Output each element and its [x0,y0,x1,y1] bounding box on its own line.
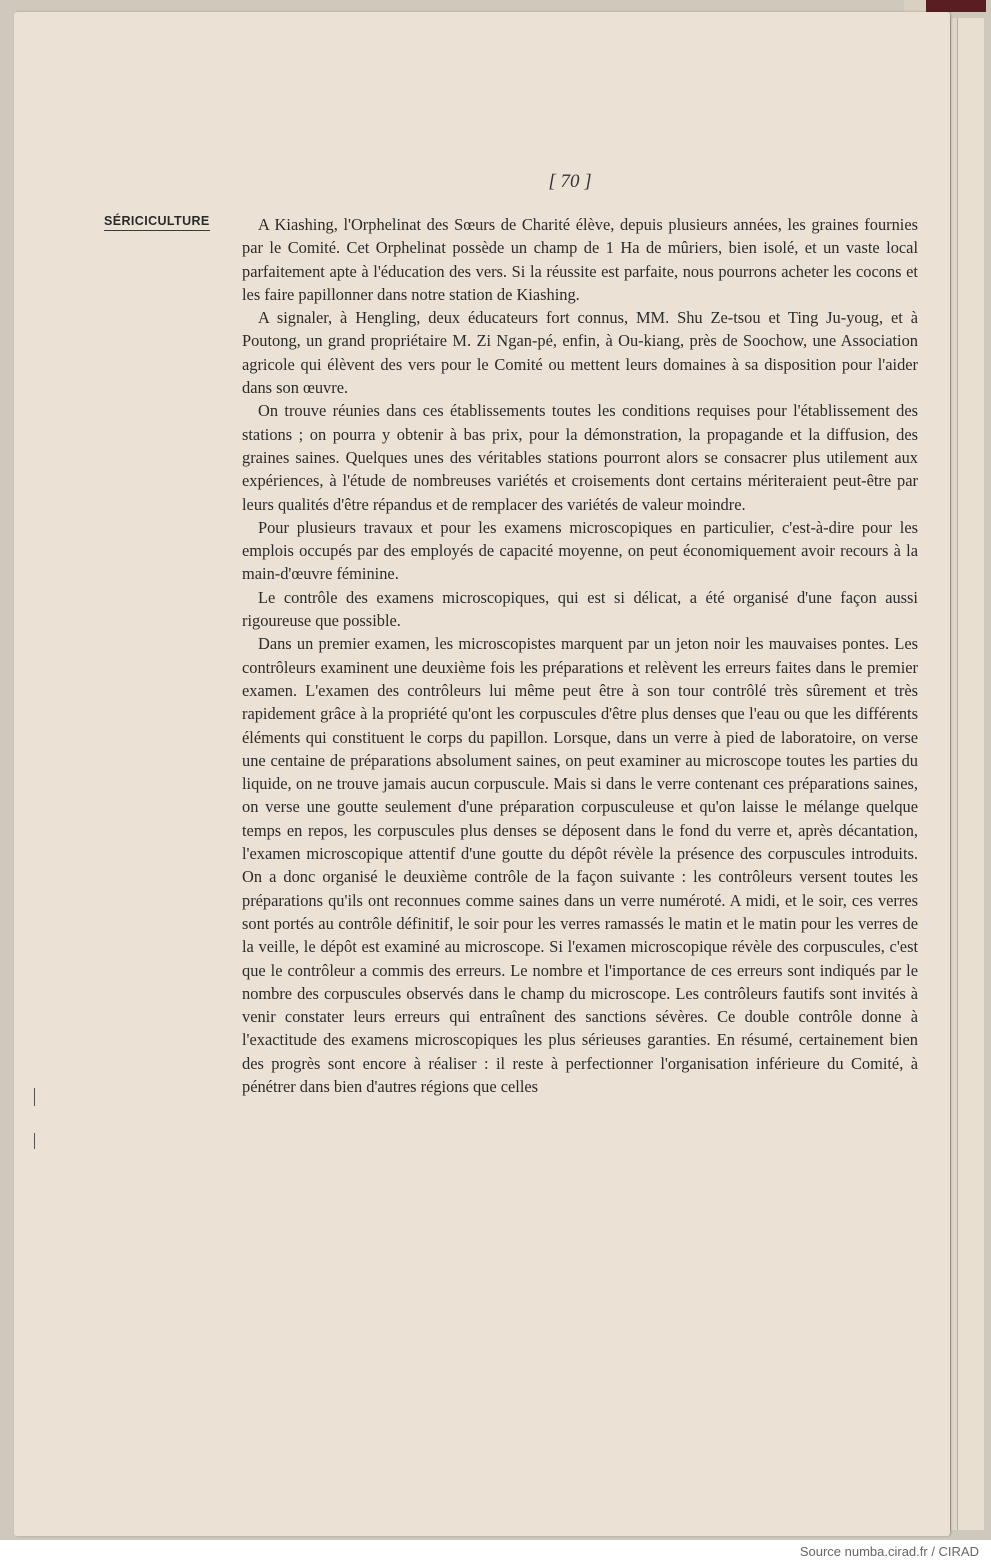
paragraph: Dans un premier examen, les microscopistes marquent par un jeton noir les mauvaises pontes. Les contrôleurs examinent une deuxième fois les préparations et relèvent les erreurs faites dans le premier examen. L'examen des contrôleurs lui même peut être à son tour contrôlé très sûrement et très rapidement grâce à la propriété qu'ont les corpuscules d'être plus denses que l'eau ou que les différents éléments qui constituent le corps du papillon. Lorsque, dans un verre à pied de laboratoire, on verse une centaine de préparations absolument saines, on peut examiner au microscope toutes les parties du liquide, on ne trouve jamais aucun corpuscule. Mais si dans le verre contenant ces préparations saines, on verse une goutte seulement d'une préparation corpusculeuse et qu'on laisse le mélange quelque temps en repos, les corpuscules plus denses se déposent dans le fond du verre et, après décantation, l'examen microscopique attentif d'une goutte du dépôt révèle la présence des corpuscules introduits. On a donc organisé le deuxième contrôle de la façon suivante : les contrôleurs versent toutes les préparations qu'ils ont reconnues comme saines dans un verre numéroté. A midi, et le soir, ces verres sont portés au contrôle définitif, le soir pour les verres ramassés le matin et le matin pour les verres de la veille, le dépôt est examiné au microscope. Si l'examen microscopique révèle des corpuscules, c'est que le contrôleur a commis des erreurs. Le nombre et l'importance de ces erreurs sont indiqués par le nombre des corpuscules observés dans le champ du microscope. Les contrôleurs fautifs sont invités à venir constater leurs erreurs qui entraînent des sanctions sévères. Ce double contrôle donne à l'exactitude des examens microscopiques les plus sérieuses garanties. En résumé, certainement bien des progrès sont encore à réaliser : il reste à perfectionner l'organisation inférieure du Comité, à pénétrer dans bien d'autres régions que celles [242,634,918,1096]
source-credit: Source numba.cirad.fr / CIRAD [799,1544,979,1559]
bookmark-ribbon [926,0,986,12]
page-edge [950,18,957,1530]
margin-heading: SÉRICICULTURE [104,214,210,231]
paragraph: Le contrôle des examens microscopiques, qui est si délicat, a été organisé d'une façon aussi rigoureuse que possible. [242,587,918,631]
paragraph: Pour plusieurs travaux et pour les examens microscopiques en particulier, c'est-à-dire pour les emplois occupés par des employés de capacité moyenne, on peut économiquement avoir recours à la main-d'œuvre féminine. [242,517,918,584]
page-edge-outer [957,18,984,1530]
paragraph: On trouve réunies dans ces établissements toutes les conditions requises pour l'établissement des stations ; on pourra y obtenir à bas prix, pour la démonstration, la propagande et la diffusion, des graines saines. Quelques unes des véritables stations pourront alors se consacrer plus utilement aux expériences, à l'étude de nombreuses variétés et croisements dont certains mériteraient peut-être par leurs qualités d'être répandus et de remplacer des variétés de valeur moindre. [242,401,918,514]
paragraph: A Kiashing, l'Orphelinat des Sœurs de Charité élève, depuis plusieurs années, les graines fournies par le Comité. Cet Orphelinat possède un champ de 1 Ha de mûriers, bien isolé, et un vaste local parfaitement apte à l'éducation des vers. Si la réussite est parfaite, nous pourrons acheter les cocons et les faire papillonner dans notre station de Kiashing. [242,215,918,304]
margin-mark [34,1133,35,1149]
paragraph: A signaler, à Hengling, deux éducateurs fort connus, MM. Shu Ze-tsou et Ting Ju-youg, et à Poutong, un grand propriétaire M. Zi Ngan-pé, enfin, à Ou-kiang, près de Soochow, une Association agricole qui élèvent des vers pour le Comité ou mettent leurs domaines à sa disposition pour l'aider dans son œuvre. [242,308,918,398]
page-number: [ 70 ] [548,171,592,192]
text-body [242,213,918,1098]
margin-mark [34,1088,35,1106]
